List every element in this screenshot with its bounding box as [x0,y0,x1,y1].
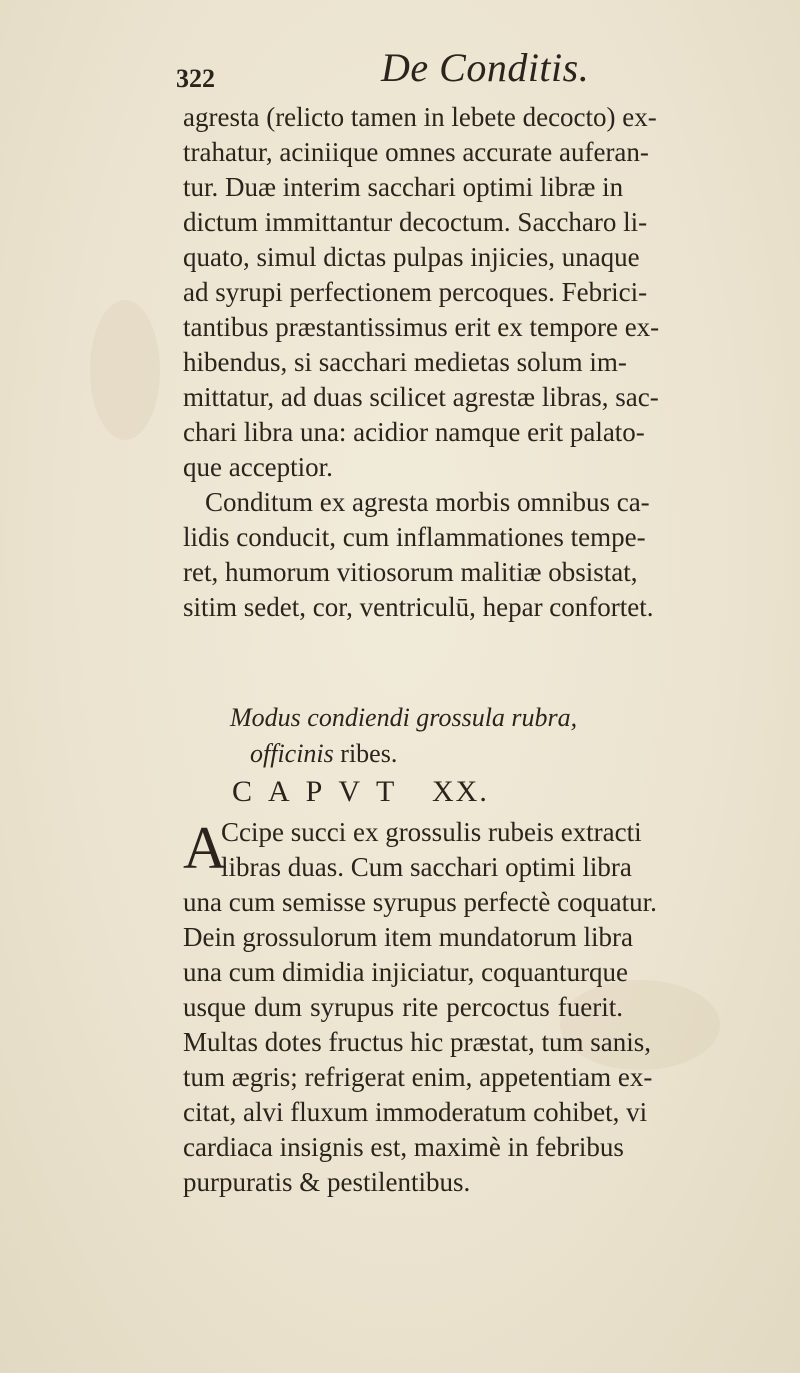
text-line: usque dum syrupus rite percoctus fuerit. [183,992,623,1022]
text-line: purpuratis & pestilentibus. [183,1167,471,1197]
heading-italic-word: officinis [250,739,334,768]
chapter-body [183,815,657,1200]
text-line: cardiaca insignis est, maximè in febribus [183,1132,624,1162]
running-head [176,44,636,92]
text-line: Multas dotes fructus hic præstat, tum sanis, [183,1027,651,1057]
text-line: lidis conducit, cum inflammationes tempe- [183,522,646,552]
text-line: sitim sedet, cor, ventriculū, hepar confortet. [183,592,654,622]
text-line: ad syrupi perfectionem percoques. Febrici- [183,277,648,307]
text-line: trahatur, aciniique omnes accurate auferan- [183,137,649,167]
chapter-heading [232,775,562,815]
section-heading [230,700,610,772]
text-line: quato, simul dictas pulpas injicies, unaque [183,242,640,272]
text-line: agresta (relicto tamen in lebete decocto) ex- [183,102,657,132]
drop-cap: A [183,815,227,881]
text-line: chari libra una: acidior namque erit palato- [183,417,645,447]
text-line: libras duas. Cum sacchari optimi libra [221,852,632,882]
heading-roman-word: ribes. [333,739,398,768]
chapter-number: XX. [432,775,489,808]
heading-line [230,736,610,772]
chapter-label: CAPVT [232,775,411,808]
text-line: hibendus, si sacchari medietas solum im- [183,347,627,377]
text-line: citat, alvi fluxum immoderatum cohibet, vi [183,1097,648,1127]
text-line: Ccipe succi ex grossulis rubeis extracti [221,817,642,847]
text-line: tum ægris; refrigerat enim, appetentiam ex- [183,1062,653,1092]
paragraph-1 [183,100,660,625]
text-line: mittatur, ad duas scilicet agrestæ libras, sac- [183,382,659,412]
text-line: dictum immittantur decoctum. Saccharo li- [183,207,648,237]
text-line: una cum dimidia injiciatur, coquanturque [183,957,629,987]
heading-line: Modus condiendi grossula rubra, [230,703,578,732]
text-line: que acceptior. [183,452,333,482]
text-line: Dein grossulorum item mundatorum libra [183,922,633,952]
running-title: De Conditis. [381,45,590,90]
text-line: Conditum ex agresta morbis omnibus ca- [205,487,650,517]
text-line: tur. Duæ interim sacchari optimi libræ in [183,172,624,202]
page-number: 322 [176,64,215,93]
text-line: ret, humorum vitiosorum malitiæ obsistat, [183,557,638,587]
text-line: tantibus præstantissimus erit ex tempore ex- [183,312,660,342]
text-line: una cum semisse syrupus perfectè coquatur. [183,887,657,917]
paper-stain [90,300,160,440]
